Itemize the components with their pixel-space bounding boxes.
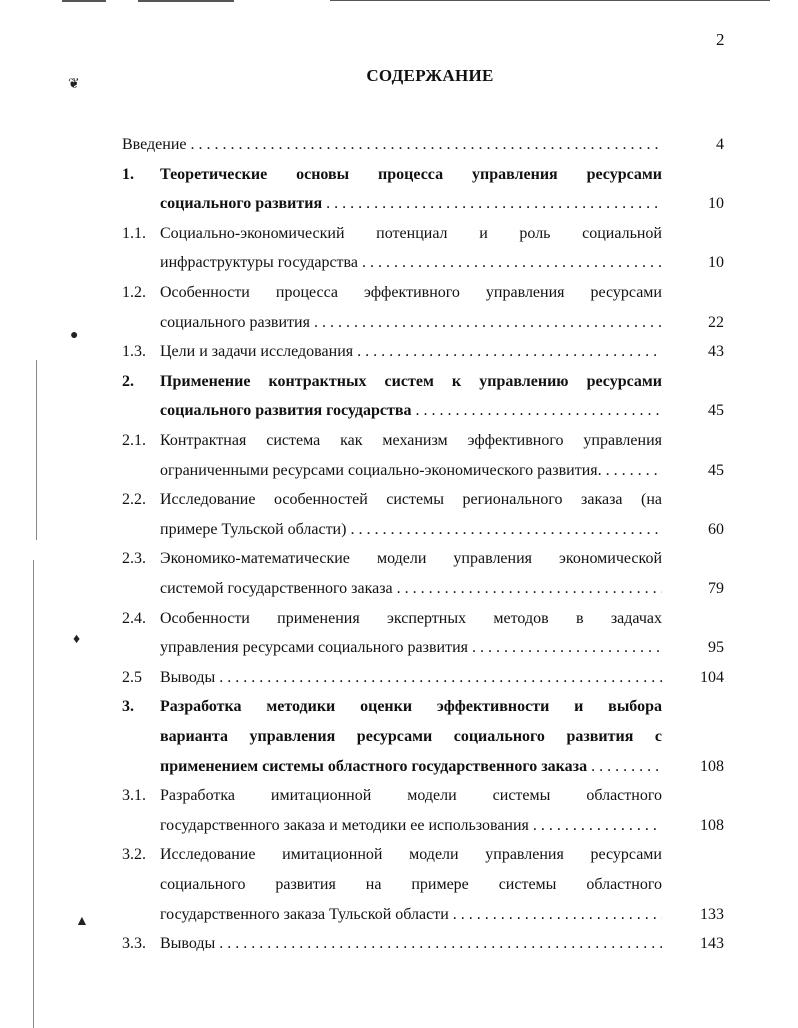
toc-entry-title-line-last[interactable]: системой государственного заказа . . .	[160, 576, 662, 602]
toc-entry-title-line-last[interactable]: Выводы . . .	[160, 931, 662, 957]
toc-entry-title-line-last[interactable]: социального развития государства . . .	[160, 398, 662, 424]
toc-entry-title-line-last[interactable]: ограниченными ресурсами социально-экономического развития. . . .	[160, 458, 662, 484]
toc-entry-title-line-last[interactable]: примере Тульской области) . . .	[160, 517, 662, 543]
toc-entry-page: 45	[708, 461, 724, 479]
toc-entry-number: 2.4.	[122, 609, 146, 627]
toc-entry-number: 3.	[122, 698, 134, 716]
toc-entry-title-line-last[interactable]: Введение . . .	[122, 132, 662, 158]
toc-entry-number: 2.3.	[122, 550, 146, 568]
toc-entry-page: 10	[708, 195, 724, 213]
toc-entry-title-line[interactable]: Особенности применения экспертных методов в задачах	[160, 609, 662, 627]
toc-entry-number: 1.2.	[122, 284, 146, 301]
toc-entry-page: 79	[708, 580, 724, 597]
toc-entry-page: 60	[708, 520, 724, 538]
toc-entry-title-line-last[interactable]: социального развития . . .	[160, 310, 662, 336]
toc-entry-title-line[interactable]: Разработка имитационной модели системы областного	[160, 787, 662, 805]
toc-entry-title-line-last[interactable]: социального развития . . .	[160, 191, 662, 217]
toc-entry-page: 104	[700, 668, 724, 686]
toc-entry-page: 4	[716, 136, 724, 153]
scan-margin-line	[36, 360, 37, 540]
scan-edge-line	[138, 0, 234, 2]
scan-speck: ♦	[73, 632, 81, 647]
scan-margin-line	[33, 560, 34, 1028]
toc-entry-number: 2.5	[122, 668, 142, 686]
toc-entry-page: 108	[700, 816, 724, 834]
toc-entry-title-line[interactable]: Экономико-математические модели управления экономической	[160, 550, 662, 568]
toc-entry-page: 45	[708, 402, 724, 420]
toc-entry-number: 1.	[122, 165, 134, 183]
toc-entry-page: 95	[708, 639, 724, 657]
toc-entry-title-line-last[interactable]: государственного заказа и методики ее использования . . .	[160, 813, 662, 839]
toc-entry-title-line-last[interactable]: инфраструктуры государства . . .	[160, 250, 662, 276]
toc-entry-title-line[interactable]: варианта управления ресурсами социального развития с	[160, 728, 662, 745]
toc-entry-number: 3.2.	[122, 846, 146, 864]
toc-entry-page: 143	[700, 935, 724, 953]
toc-entry-page: 22	[708, 313, 724, 331]
toc-entry-title-line[interactable]: Исследование особенностей системы регионального заказа (на	[160, 491, 662, 509]
scan-speck: ●	[70, 328, 79, 343]
toc-entry-title-line[interactable]: Социально-экономический потенциал и роль социальной	[160, 224, 662, 242]
toc-entry-number: 1.3.	[122, 343, 146, 361]
toc-entry-title-line-last[interactable]: Выводы . . .	[160, 665, 662, 691]
toc-entry-number: 2.1.	[122, 432, 146, 449]
toc-entry-title-line[interactable]: Теоретические основы процесса управления ресурсами	[160, 165, 662, 183]
scan-speck: ❦	[68, 77, 80, 92]
toc-entry-page: 10	[708, 254, 724, 272]
toc-entry-number: 2.	[122, 372, 134, 390]
toc-entry-page: 133	[700, 905, 724, 923]
toc-entry-number: 1.1.	[122, 224, 146, 242]
toc-entry-page: 108	[700, 757, 724, 775]
toc-entry-title-line[interactable]: Разработка методики оценки эффективности и выбора	[160, 698, 662, 716]
page-title: СОДЕРЖАНИЕ	[366, 66, 494, 85]
scan-edge-line	[62, 0, 106, 2]
scan-speck: ▲	[75, 914, 89, 929]
toc-entry-title-line[interactable]: Особенности процесса эффективного управления ресурсами	[160, 284, 662, 301]
scan-edge-line	[330, 0, 770, 1]
toc-entry-number: 3.3.	[122, 935, 146, 953]
toc-entry-title-line-last[interactable]: управления ресурсами социального развития . . .	[160, 635, 662, 661]
toc-entry-number: 3.1.	[122, 787, 146, 805]
toc-entry-title-line[interactable]: Применение контрактных систем к управлению ресурсами	[160, 372, 662, 390]
toc-entry-title-line-last[interactable]: Цели и задачи исследования . . .	[160, 339, 662, 365]
toc-entry-title-line-last[interactable]: государственного заказа Тульской области . . .	[160, 902, 662, 928]
toc-entry-title-line[interactable]: Контрактная система как механизм эффективного управления	[160, 432, 662, 449]
toc-entry-title-line[interactable]: Исследование имитационной модели управления ресурсами	[160, 846, 662, 864]
toc-entry-title-line-last[interactable]: применением системы областного государственного заказа . . .	[160, 754, 662, 780]
toc-entry-number: 2.2.	[122, 491, 146, 509]
toc-entry-title-line[interactable]: социального развития на примере системы областного	[160, 876, 662, 893]
toc-entry-page: 43	[708, 343, 724, 361]
page-number: 2	[716, 30, 725, 49]
